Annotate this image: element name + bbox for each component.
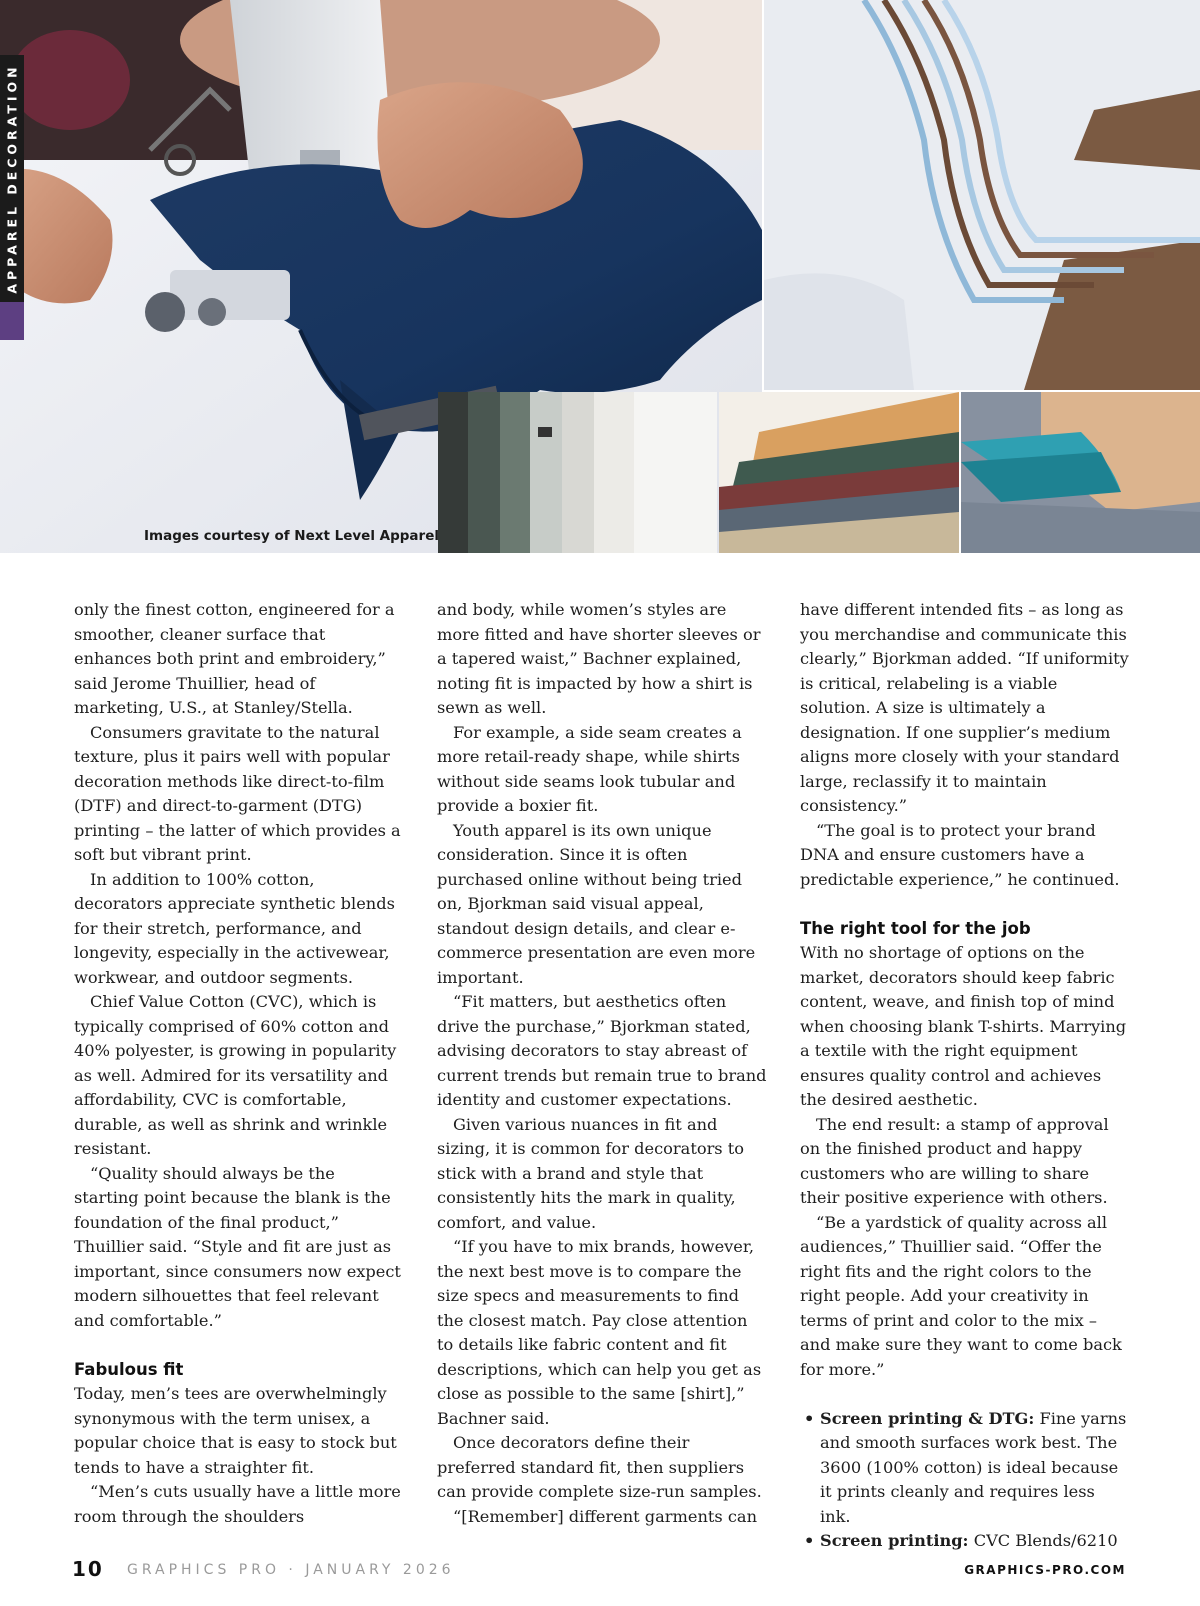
paragraph: “Quality should always be the starting point because the blank is the foundation of the final product,” Thuillier said. “Style and fit are just as important, since consumers now expect modern silhouettes that feel relevant and comfortable.” bbox=[74, 1163, 401, 1330]
subheading-fabulous-fit: Fabulous fit bbox=[74, 1359, 184, 1379]
paragraph: “Men’s cuts usually have a little more room through the shoulders bbox=[74, 1482, 401, 1526]
paragraph: The end result: a stamp of approval on the finished product and happy customers who are willing to share their positive experience with others. bbox=[800, 1114, 1109, 1207]
paragraph: “[Remember] different garments can bbox=[453, 1506, 757, 1526]
paragraph: Youth apparel is its own unique consideration. Since it is often purchased online without being tried on, Bjorkman said visual appeal, standout design details, and clear e-commerce presentation are even more important. bbox=[437, 820, 756, 987]
photo-stacked-shirts bbox=[719, 392, 959, 553]
section-label: APPAREL DECORATION bbox=[4, 63, 20, 294]
paragraph: have different intended fits – as long as you merchandise and communicate this clearly,” Bjorkman added. “If uniformity is critical, relabeling is a viable solution. A size is ultimately a designation. If one supplier’s medium aligns more closely with your standard large, reclassify it to maintain consistency.” bbox=[800, 600, 1129, 815]
text-column-3 bbox=[800, 598, 1130, 1554]
text-column-2 bbox=[437, 598, 767, 1529]
paragraph: Today, men’s tees are overwhelmingly synonymous with the term unisex, a popular choice that is easy to stock but tends to have a straighter fit. bbox=[74, 1384, 397, 1477]
photo-credit: Images courtesy of Next Level Apparel bbox=[144, 528, 439, 544]
bullet-label: Screen printing: bbox=[820, 1531, 969, 1550]
paragraph: Chief Value Cotton (CVC), which is typically comprised of 60% cotton and 40% polyester, is growing in popularity as well. Admired for its versatility and affordability, CVC is comfortable, durable, as well as shrink and wrinkle resistant. bbox=[74, 992, 397, 1158]
page-number: 10 bbox=[72, 1557, 104, 1581]
paragraph: Once decorators define their preferred standard fit, then suppliers can provide complete size-run samples. bbox=[437, 1433, 762, 1501]
bullet-text: CVC Blends/6210 bbox=[968, 1531, 1118, 1550]
photo-folded-shirts bbox=[961, 392, 1200, 553]
paragraph: In addition to 100% cotton, decorators appreciate synthetic blends for their stretch, performance, and longevity, especially in the activewear, workwear, and outdoor segments. bbox=[74, 869, 395, 987]
bullet-item bbox=[800, 1529, 1130, 1554]
photo-garment-patterns bbox=[764, 0, 1200, 390]
paragraph: “Fit matters, but aesthetics often drive the purchase,” Bjorkman stated, advising decorators to stay abreast of current trends but remain true to brand identity and customer expectations. bbox=[437, 992, 767, 1109]
website-url: GRAPHICS-PRO.COM bbox=[964, 1563, 1126, 1577]
paragraph: Given various nuances in fit and sizing, it is common for decorators to stick with a brand and style that consistently hits the mark in quality, comfort, and value. bbox=[437, 1114, 745, 1232]
paragraph: only the finest cotton, engineered for a smoother, cleaner surface that enhances both print and embroidery,” said Jerome Thuillier, head of marketing, U.S., at Stanley/Stella. bbox=[74, 600, 395, 717]
photo-shirts-rack bbox=[438, 392, 717, 553]
publication-info: GRAPHICS PRO · JANUARY 2026 bbox=[127, 1562, 455, 1578]
text-column-1 bbox=[74, 598, 404, 1529]
paragraph: “If you have to mix brands, however, the next best move is to compare the size specs and measurements to find the closest match. Pay close attention to details like fabric content and fit descriptions, which can help you get as close as possible to the same [shirt],” Bachner said. bbox=[437, 1237, 762, 1428]
paragraph: For example, a side seam creates a more retail-ready shape, while shirts without side seams look tubular and provide a boxier fit. bbox=[437, 722, 742, 815]
paragraph: “The goal is to protect your brand DNA and ensure customers have a predictable experience,” he continued. bbox=[800, 820, 1120, 889]
subheading-right-tool: The right tool for the job bbox=[800, 918, 1031, 938]
bullet-text: Fine yarns and smooth surfaces work best. The 3600 (100% cotton) is ideal because it prints cleanly and requires less ink. bbox=[820, 1408, 1127, 1526]
paragraph: and body, while women’s styles are more fitted and have shorter sleeves or a tapered waist,” Bachner explained, noting fit is impacted by how a shirt is sewn as well. bbox=[437, 600, 761, 717]
bullet-label: Screen printing & DTG: bbox=[820, 1408, 1035, 1428]
paragraph: Consumers gravitate to the natural texture, plus it pairs well with popular decoration methods like direct-to-film (DTF) and direct-to-garment (DTG) printing – the latter of which provides a soft but vibrant print. bbox=[74, 722, 401, 864]
paragraph: With no shortage of options on the market, decorators should keep fabric content, weave, and finish top of mind when choosing blank T-shirts. Marrying a textile with the right equipment ensures quality control and achieves the desired aesthetic. bbox=[800, 943, 1127, 1109]
bullet-item bbox=[800, 1407, 1130, 1530]
section-label-wrap bbox=[0, 55, 24, 302]
bullet-list bbox=[800, 1407, 1130, 1554]
paragraph: “Be a yardstick of quality across all audiences,” Thuillier said. “Offer the right fits and the right colors to the right people. Add your creativity in terms of print and color to the mix – and make sure they want to come back for more.” bbox=[800, 1212, 1122, 1379]
